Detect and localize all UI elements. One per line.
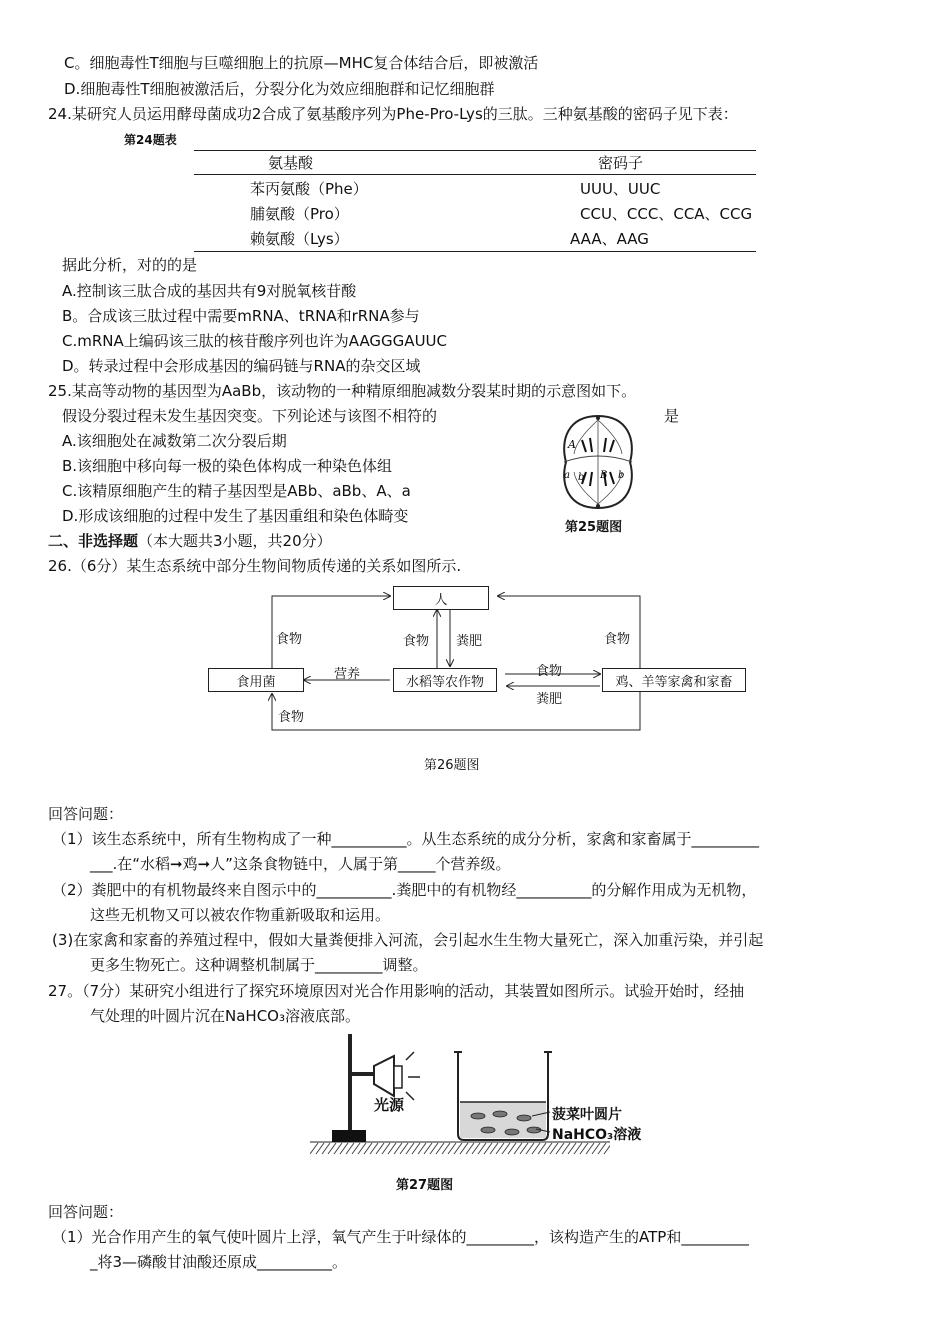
table-cell: UUU、UUC bbox=[580, 180, 661, 198]
q27-stem-line2: 气处理的叶圆片沉在NaHCO₃溶液底部。 bbox=[90, 1007, 360, 1025]
edge-label: 食物 bbox=[604, 632, 631, 647]
q26-part3-line1: (3)在家禽和家畜的养殖过程中，假如大量粪便排入河流，会引起水生生物大量死亡，深入加重污染，并引起 bbox=[52, 931, 764, 949]
q24-option-a: A.控制该三肽合成的基因共有9对脱氧核苷酸 bbox=[62, 282, 357, 300]
q27-part1-line1: （1）光合作用产生的氧气使叶圆片上浮，氧气产生于叶绿体的_________，该构造产生的ATP和_________ bbox=[52, 1228, 749, 1246]
q23-option-c: C。细胞毒性T细胞与巨噬细胞上的抗原—MHC复合体结合后，即被激活 bbox=[64, 54, 539, 72]
label-leaf-disc: 菠菜叶圆片 bbox=[552, 1107, 622, 1123]
node-livestock: 鸡、羊等家禽和家畜 bbox=[602, 668, 746, 692]
q23-option-d: D.细胞毒性T细胞被激活后，分裂分化为效应细胞群和记忆细胞群 bbox=[64, 80, 495, 98]
edge-label: 粪肥 bbox=[536, 692, 563, 707]
q24-lead: 据此分析，对的的是 bbox=[62, 256, 198, 274]
section2-note: （本大题共3小题，共20分） bbox=[138, 532, 332, 550]
q25-option-b: B.该细胞中移向每一极的染色体构成一种染色体组 bbox=[62, 457, 393, 475]
q26-answer-lead: 回答问题： bbox=[48, 805, 124, 823]
edge-label: 食物 bbox=[536, 664, 563, 679]
table-cell: 赖氨酸（Lys） bbox=[250, 230, 349, 248]
q25-option-d: D.形成该细胞的过程中发生了基因重组和染色体畸变 bbox=[62, 507, 409, 525]
table-cell: AAA、AAG bbox=[570, 230, 649, 248]
q24-option-c: C.mRNA上编码该三肽的核苷酸序列也许为AAGGGAUUC bbox=[62, 332, 447, 350]
q27-part1-line2: _将3—磷酸甘油酸还原成__________。 bbox=[90, 1253, 348, 1271]
edge-label: 粪肥 bbox=[456, 634, 483, 649]
table-top-rule bbox=[194, 150, 756, 151]
q27-stem-line1: 27。（7分）某研究小组进行了探究环境原因对光合作用影响的活动，其装置如图所示。试验开始时，经抽 bbox=[48, 982, 745, 1000]
table-cell: CCU、CCC、CCA、CCG bbox=[580, 205, 753, 223]
q25-cell-figure bbox=[556, 410, 640, 514]
q24-option-b: B。合成该三肽过程中需要mRNA、tRNA和rRNA参与 bbox=[62, 307, 420, 325]
section2-heading bbox=[48, 530, 332, 551]
node-human: 人 bbox=[393, 586, 489, 610]
allele-label: B bbox=[600, 470, 608, 481]
table-cell: 脯氨酸（Pro） bbox=[250, 205, 349, 223]
q24-stem: 24.某研究人员运用酵母菌成功2合成了氨基酸序列为Phe-Pro-Lys的三肽。三种氨基酸的密码子见下表： bbox=[48, 105, 738, 123]
allele-label: b bbox=[618, 470, 625, 481]
table-header-rule bbox=[194, 174, 756, 175]
q27-fig-caption: 第27题图 bbox=[396, 1178, 454, 1193]
q26-part1-line2: ___.在“水稻➞鸡➞人”这条食物链中，人属于第_____个营养级。 bbox=[90, 855, 511, 873]
section2-title: 二、非选择题 bbox=[48, 532, 139, 550]
q27-answer-lead: 回答问题： bbox=[48, 1203, 124, 1221]
q25-stem-end: 是 bbox=[664, 407, 680, 425]
q26-part2-line2: 这些无机物又可以被农作物重新吸取和运用。 bbox=[90, 906, 391, 924]
q25-option-c: C.该精原细胞产生的精子基因型是ABb、aBb、A、a bbox=[62, 482, 411, 500]
q25-fig-caption: 第25题图 bbox=[565, 520, 623, 535]
table-bottom-rule bbox=[194, 251, 756, 252]
q26-stem: 26.（6分）某生态系统中部分生物间物质传递的关系如图所示. bbox=[48, 557, 462, 575]
node-crops: 水稻等农作物 bbox=[393, 668, 497, 692]
edge-label: 营养 bbox=[334, 667, 361, 682]
table-cell: 苯丙氨酸（Phe） bbox=[250, 180, 368, 198]
edge-label: 食物 bbox=[278, 710, 305, 725]
node-edible-fungi: 食用菌 bbox=[208, 668, 304, 692]
label-nahco3-solution: NaHCO₃溶液 bbox=[552, 1127, 642, 1143]
q26-part1-line1: （1）该生态系统中，所有生物构成了一种__________。从生态系统的成分分析，家禽和家畜属于_________ bbox=[52, 830, 760, 848]
q26-part3-line2: 更多生物死亡。这种调整机制属于_________调整。 bbox=[90, 956, 428, 974]
q24-table-title: 第24题表 bbox=[124, 133, 177, 147]
q25-stem-line2: 假设分裂过程未发生基因突变。下列论述与该图不相符的 bbox=[62, 407, 438, 425]
allele-label: a bbox=[564, 470, 570, 481]
table-header-codon: 密码子 bbox=[598, 154, 644, 172]
edge-label: 食物 bbox=[276, 632, 303, 647]
q26-fig-caption: 第26题图 bbox=[424, 758, 480, 773]
edge-label: 食物 bbox=[403, 634, 430, 649]
label-light-source: 光源 bbox=[374, 1096, 405, 1114]
q26-part2-line1: （2）粪肥中的有机物最终来自图示中的__________.粪肥中的有机物经__________的分解作用成为无机物， bbox=[52, 881, 757, 899]
q24-option-d: D。转录过程中会形成基因的编码链与RNA的杂交区域 bbox=[62, 357, 421, 375]
allele-label: A bbox=[568, 438, 576, 451]
q25-stem-line1: 25.某高等动物的基因型为AaBb，该动物的一种精原细胞减数分裂某时期的示意图如下。 bbox=[48, 382, 637, 400]
allele-label: b bbox=[578, 472, 585, 483]
q25-option-a: A.该细胞处在减数第二次分裂后期 bbox=[62, 432, 287, 450]
table-header-amino-acid: 氨基酸 bbox=[268, 154, 314, 172]
